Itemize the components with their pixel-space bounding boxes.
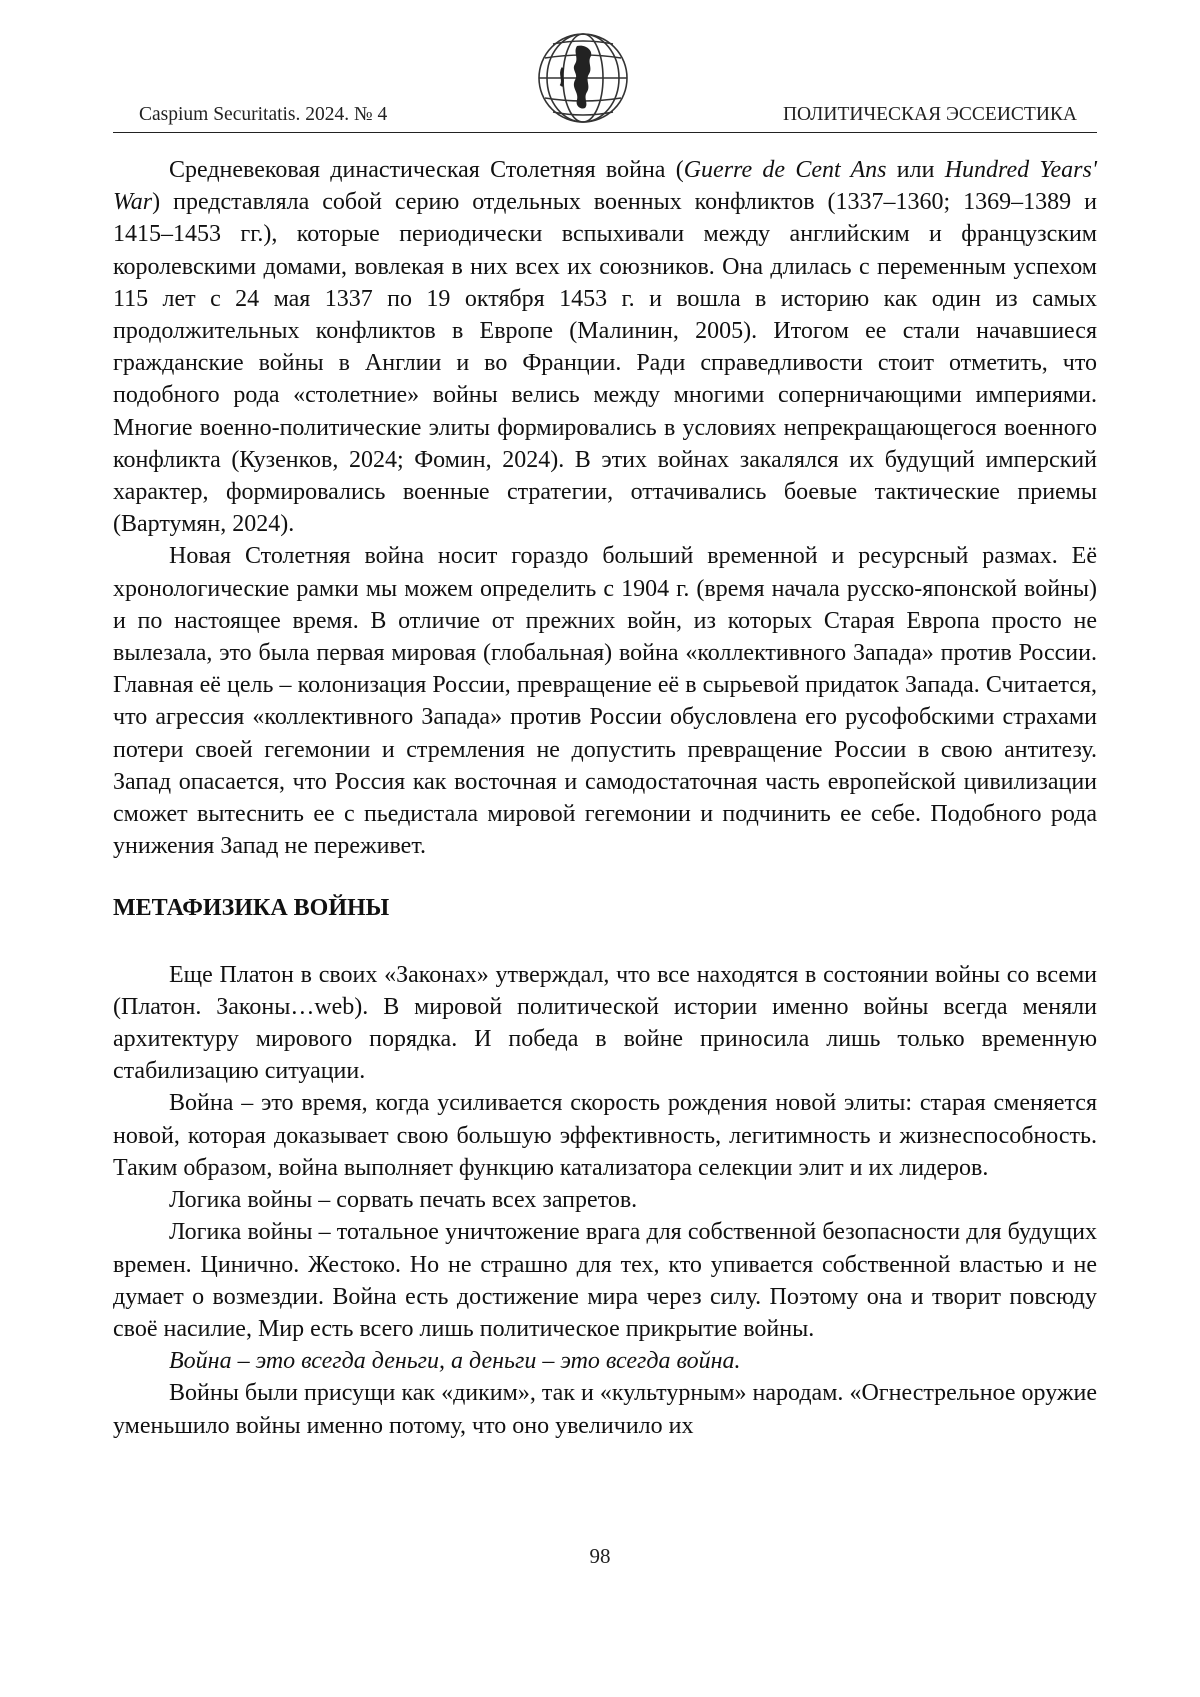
article-body bbox=[113, 154, 1097, 1442]
italic-term: Guerre de Cent Ans bbox=[683, 157, 887, 183]
paragraph: Еще Платон в своих «Законах» утверждал, что все находятся в состоянии войны со всеми (Платон. Законы…web). В мировой политической истории именно войны всегда меняли архитектуру мирового порядка. И победа в войне приносила лишь только временную стабилизацию ситуации. bbox=[113, 961, 1097, 1085]
paragraph-text: Средневековая династическая Столетняя война ( bbox=[169, 157, 684, 183]
paragraph: Война – это время, когда усиливается скорость рождения новой элиты: старая сменяется новой, которая доказывает свою большую эффективность, легитимность и жизнеспособность. Таким образом, война выполняет функцию катализатора селекции элит и их лидеров. bbox=[113, 1090, 1097, 1181]
running-header bbox=[113, 28, 1097, 133]
section-heading: МЕТАФИЗИКА ВОЙНЫ bbox=[113, 895, 390, 922]
paragraph-text: или bbox=[886, 157, 945, 183]
page-number: 98 bbox=[589, 1544, 611, 1568]
paragraph: Войны были присущи как «диким», так и «культурным» народам. «Огнестрельное оружие уменьшило войны именно потому, что оно увеличило их bbox=[113, 1380, 1097, 1439]
italic-paragraph: Война – это всегда деньги, а деньги – это всегда война. bbox=[169, 1348, 741, 1375]
paragraph bbox=[113, 154, 1097, 540]
paragraph: Новая Столетняя война носит гораздо больший временной и ресурсный размах. Её хронологические рамки мы можем определить с 1904 г. (время начала русско-японской войны) и по настоящее время. В отличие от прежних войн, из которых Старая Европа просто не вылезала, это была первая мировая (глобальная) война «коллективного Запада» против России. Главная её цель – колонизация России, превращение её в сырьевой придаток Запада. Считается, что агрессия «коллективного Запада» против России обусловлена его русофобскими страхами потери своей гегемонии и стремления не допустить превращение России в свою антитезу. Запад опасается, что Россия как восточная и самодостаточная часть европейской цивилизации сможет вытеснить ее с пьедистала мировой гегемонии и подчинить ее себе. Подобного рода унижения Запад не переживет. bbox=[113, 543, 1097, 860]
paragraph-text: ) представляла собой серию отдельных военных конфликтов (1337–1360; 1369–1389 и 1415–1453 гг.), которые периодически вспыхивали между английским и французским королевскими домами, вовлекая в них всех их союзников. Она длилась с переменным успехом 115 лет с 24 мая 1337 по 19 октября 1453 г. и вошла в историю как один из самых продолжительных конфликтов в Европе (Малинин, 2005). Итогом ее стали начавшиеся гражданские войны в Англии и во Франции. Ради справедливости стоит отметить, что подобного рода «столетние» войны велись между многими соперничающими империями. Многие военно-политические элиты формировались в условиях непрекращающегося военного конфликта (Кузенков, 2024; Фомин, 2024). В этих войнах закалялся их будущий имперский характер, формировались военные стратегии, оттачивались боевые тактические приемы (Вартумян, 2024). bbox=[113, 189, 1097, 538]
journal-title: Caspium Securitatis. 2024. № 4 bbox=[139, 104, 388, 125]
paragraph: Логика войны – тотальное уничтожение врага для собственной безопасности для будущих времен. Цинично. Жестоко. Но не страшно для тех, кто упивается собственной властью и не думает о возмездии. Война есть достижение мира через силу. Поэтому она и творит повсюду своё насилие, Мир есть всего лишь политическое прикрытие войны. bbox=[113, 1219, 1097, 1342]
section-rubric: ПОЛИТИЧЕСКАЯ ЭССЕИСТИКА bbox=[782, 104, 1077, 125]
italic-term: Hundred Years' War bbox=[113, 157, 1097, 216]
paragraph: Логика войны – сорвать печать всех запретов. bbox=[169, 1187, 638, 1214]
globe-icon bbox=[533, 28, 633, 128]
